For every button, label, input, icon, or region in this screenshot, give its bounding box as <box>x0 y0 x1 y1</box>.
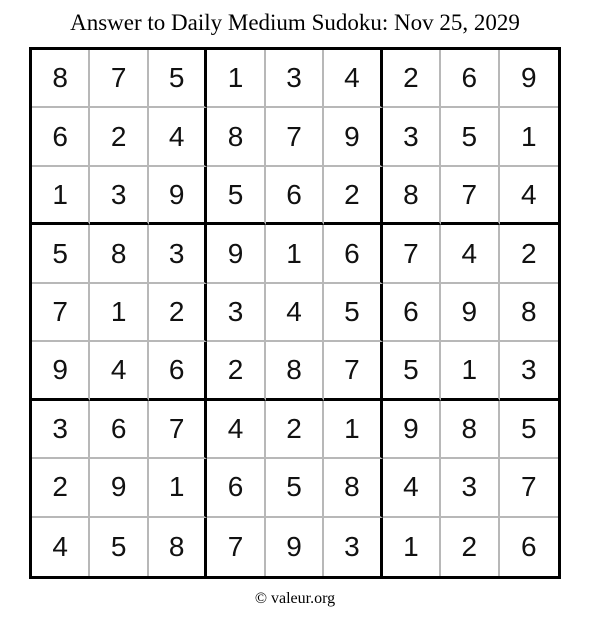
sudoku-cell: 8 <box>383 167 441 225</box>
sudoku-board <box>29 47 561 579</box>
sudoku-cell: 2 <box>441 518 499 576</box>
sudoku-cell: 8 <box>266 342 324 400</box>
sudoku-cell: 7 <box>324 342 382 400</box>
sudoku-cell: 5 <box>324 284 382 342</box>
page-title: Answer to Daily Medium Sudoku: Nov 25, 2029 <box>70 10 520 35</box>
sudoku-cell: 8 <box>90 225 148 283</box>
sudoku-cell: 2 <box>32 459 90 517</box>
sudoku-cell: 7 <box>90 50 148 108</box>
sudoku-cell: 7 <box>500 459 558 517</box>
sudoku-cell: 2 <box>90 108 148 166</box>
sudoku-cell: 5 <box>90 518 148 576</box>
sudoku-cell: 8 <box>207 108 265 166</box>
sudoku-cell: 4 <box>500 167 558 225</box>
sudoku-cell: 7 <box>149 401 207 459</box>
sudoku-cell: 9 <box>441 284 499 342</box>
sudoku-cell: 5 <box>266 459 324 517</box>
sudoku-cell: 9 <box>32 342 90 400</box>
sudoku-cell: 7 <box>383 225 441 283</box>
sudoku-cell: 1 <box>500 108 558 166</box>
sudoku-cell: 1 <box>441 342 499 400</box>
sudoku-cell: 1 <box>90 284 148 342</box>
sudoku-cell: 2 <box>266 401 324 459</box>
sudoku-cell: 4 <box>441 225 499 283</box>
sudoku-cell: 6 <box>324 225 382 283</box>
sudoku-cell: 6 <box>383 284 441 342</box>
sudoku-cell: 7 <box>266 108 324 166</box>
sudoku-cell: 6 <box>207 459 265 517</box>
sudoku-cell: 2 <box>500 225 558 283</box>
sudoku-cell: 8 <box>441 401 499 459</box>
sudoku-cell: 5 <box>149 50 207 108</box>
sudoku-cell: 1 <box>324 401 382 459</box>
sudoku-cell: 5 <box>383 342 441 400</box>
sudoku-cell: 4 <box>266 284 324 342</box>
sudoku-cell: 9 <box>383 401 441 459</box>
sudoku-cell: 7 <box>32 284 90 342</box>
sudoku-cell: 4 <box>207 401 265 459</box>
sudoku-cell: 8 <box>32 50 90 108</box>
sudoku-cell: 3 <box>90 167 148 225</box>
sudoku-cell: 2 <box>207 342 265 400</box>
sudoku-cell: 6 <box>149 342 207 400</box>
sudoku-cell: 5 <box>500 401 558 459</box>
sudoku-cell: 3 <box>266 50 324 108</box>
sudoku-cell: 1 <box>266 225 324 283</box>
sudoku-cell: 6 <box>266 167 324 225</box>
sudoku-cell: 6 <box>520 530 537 562</box>
sudoku-cell: 7 <box>207 518 265 576</box>
sudoku-cell: 1 <box>149 459 207 517</box>
sudoku-cell: 7 <box>441 167 499 225</box>
sudoku-cell: 3 <box>32 401 90 459</box>
sudoku-cell: 4 <box>324 50 382 108</box>
sudoku-cell: 6 <box>441 50 499 108</box>
copyright-footer: © valeur.org <box>254 590 336 607</box>
sudoku-cell: 5 <box>441 108 499 166</box>
sudoku-cell: 5 <box>32 225 90 283</box>
sudoku-cell: 2 <box>149 284 207 342</box>
sudoku-cell: 8 <box>324 459 382 517</box>
sudoku-cell: 2 <box>383 50 441 108</box>
sudoku-cell: 3 <box>383 108 441 166</box>
sudoku-cell: 4 <box>383 459 441 517</box>
sudoku-cell: 3 <box>441 459 499 517</box>
sudoku-cell: 9 <box>149 167 207 225</box>
sudoku-cell: 3 <box>500 342 558 400</box>
sudoku-cell: 6 <box>32 108 90 166</box>
sudoku-cell: 8 <box>500 284 558 342</box>
sudoku-cell: 3 <box>324 518 382 576</box>
sudoku-cell: 4 <box>149 108 207 166</box>
sudoku-cell: 8 <box>149 518 207 576</box>
sudoku-cell: 9 <box>90 459 148 517</box>
sudoku-cell: 1 <box>32 167 90 225</box>
sudoku-cell: 9 <box>266 518 324 576</box>
sudoku-cell: 1 <box>207 50 265 108</box>
sudoku-cell: 9 <box>324 108 382 166</box>
sudoku-cell: 9 <box>207 225 265 283</box>
sudoku-cell: 3 <box>207 284 265 342</box>
sudoku-cell: 4 <box>90 342 148 400</box>
sudoku-cell: 3 <box>149 225 207 283</box>
sudoku-cell: 6 <box>90 401 148 459</box>
sudoku-cell: 1 <box>383 518 441 576</box>
sudoku-cell: 9 <box>500 50 558 108</box>
sudoku-cell: 5 <box>207 167 265 225</box>
sudoku-cell: 4 <box>32 518 90 576</box>
sudoku-cell: 2 <box>324 167 382 225</box>
